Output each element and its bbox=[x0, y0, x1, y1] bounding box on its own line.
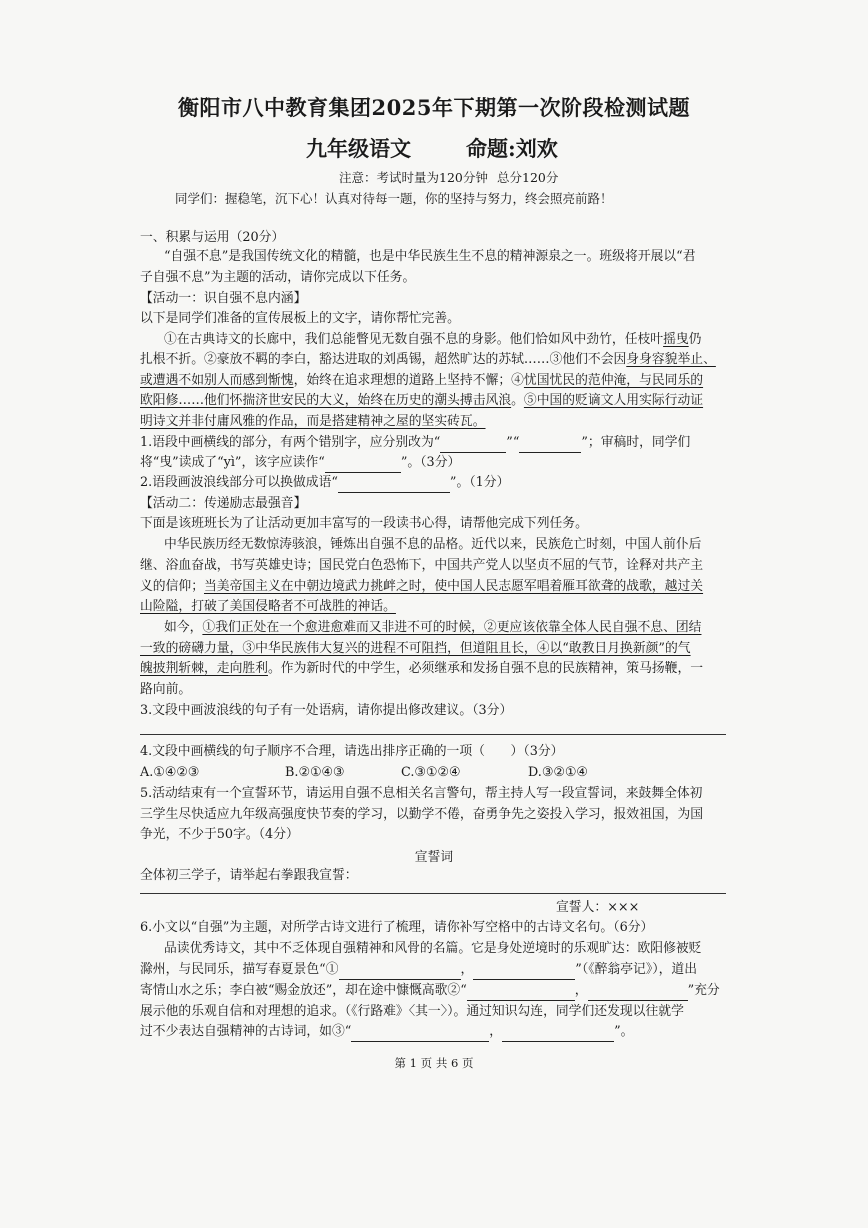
passage-line: 或遭遇不如别人而感到惭愧，始终在追求理想的道路上坚持不懈；④忧国忧民的范仲淹，与民同乐的 bbox=[140, 373, 704, 388]
option-c[interactable]: C.③①②④ bbox=[401, 765, 461, 780]
answer-blank[interactable] bbox=[440, 438, 506, 453]
passage-line: 明诗文并非付庸风雅的作品，而是搭建精神之屋的坚实砖瓦。 bbox=[140, 414, 486, 429]
answer-blank[interactable] bbox=[325, 458, 401, 473]
time-notice: 注意：考试时量为120分钟 bbox=[339, 170, 488, 185]
intro-line: 子自强不息”为主题的活动，请你完成以下任务。 bbox=[140, 270, 416, 285]
passage-line: 扎根不折。②豪放不羁的李白，豁达进取的刘禹锡，超然旷达的苏轼……③他们不会因身身容貌举止、 bbox=[140, 352, 716, 367]
oath-signature: 宣誓人：××× bbox=[556, 900, 640, 915]
answer-blank[interactable] bbox=[339, 965, 461, 980]
option-a[interactable]: A.①④②③ bbox=[140, 765, 200, 780]
subject-title: 九年级语文 bbox=[306, 136, 411, 161]
passage-line: 继、浴血奋战，书写英雄史诗；国民党白色恐怖下，中国共产党人以坚贞不屈的气节，诠释对共产主 bbox=[140, 558, 704, 573]
question-6: 6.小文以“自强”为主题，对所学古诗文进行了梳理，请你补写空格中的古诗文名句。（6分） bbox=[140, 920, 654, 935]
question-2: 2.语段画波浪线部分可以换做成语“ ”。（1分） bbox=[140, 473, 509, 493]
option-b[interactable]: B.②①④③ bbox=[285, 765, 345, 780]
passage-line: 寄情山水之乐；李白被“赐金放还”，却在途中慷慨高歌②“ ， ”充分 bbox=[140, 981, 720, 1001]
answer-blank[interactable] bbox=[473, 965, 575, 980]
passage-line: 滁州，与民同乐，描写春夏景色“① ， ”（《醉翁亭记》），道出 bbox=[140, 960, 697, 980]
activity-heading: 【活动一：识自强不息内涵】 bbox=[140, 291, 307, 306]
question-4: 4.文段中画横线的句子顺序不合理，请选出排序正确的一项（ ）（3分） bbox=[140, 744, 564, 759]
passage-line: 山险隘，打破了美国侵略者不可战胜的神话。 bbox=[140, 599, 396, 614]
question-1-cont: 将“曳”读成了“yì”，该字应读作“ ”。（3分） bbox=[140, 453, 460, 473]
passage-line: 如今，①我们正处在一个愈进愈难而又非进不可的时候，②更应该依靠全体人民自强不息、团结 bbox=[164, 620, 702, 635]
passage-line: 一致的磅礴力量，③中华民族伟大复兴的进程不可阻挡，但道阻且长，④以“敢教日月换新颜”的气 bbox=[140, 641, 691, 656]
passage-line: 魄披荆斩棘，走向胜利。作为新时代的中学生，必须继承和发扬自强不息的民族精神，策马扬鞭，一 bbox=[140, 661, 704, 676]
passage-line: 欧阳修……他们怀揣济世安民的大义，始终在历史的潮头搏击风浪。⑤中国的贬谪文人用实际行动证 bbox=[140, 393, 704, 408]
option-d[interactable]: D.③②①④ bbox=[528, 765, 588, 780]
question-5: 5.活动结束有一个宣誓环节，请运用自强不息相关名言警句，帮主持人写一段宣誓词，来鼓舞全体初 bbox=[140, 786, 703, 801]
oath-title: 宣誓词 bbox=[414, 850, 454, 865]
answer-blank[interactable] bbox=[588, 986, 688, 1001]
answer-line[interactable] bbox=[140, 893, 726, 894]
passage-line: 路向前。 bbox=[140, 682, 192, 697]
author-line: 命题:刘欢 bbox=[466, 136, 558, 161]
question-5-cont: 三学生尽快适应九年级高强度快节奏的学习，以勤学不倦，奋勇争先之姿投入学习，报效祖国，为国 bbox=[140, 807, 704, 822]
answer-blank[interactable] bbox=[519, 438, 581, 453]
activity-desc: 以下是同学们准备的宣传展板上的文字，请你帮忙完善。 bbox=[140, 311, 460, 326]
page-number: 第 1 页 共 6 页 bbox=[394, 1056, 474, 1070]
section-heading: 一、积累与运用（20分） bbox=[140, 230, 285, 245]
answer-line[interactable] bbox=[140, 734, 726, 735]
oath-start: 全体初三学子，请举起右拳跟我宣誓： bbox=[140, 868, 358, 883]
passage-line: 展示他的乐观自信和对理想的追求。（《行路难》〈其一〉）。通过知识勾连，同学们还发现以往就学 bbox=[140, 1004, 684, 1019]
intro-line: “自强不息”是我国传统文化的精髓，也是中华民族生生不息的精神源泉之一。班级将开展以“君 bbox=[164, 249, 696, 264]
exam-title: 衡阳市八中教育集团2025年下期第一次阶段检测试题 bbox=[178, 95, 690, 120]
passage-line: 中华民族历经无数惊涛骇浪，锤炼出自强不息的品格。近代以来，民族危亡时刻，中国人前仆后 bbox=[164, 537, 702, 552]
greeting: 同学们：握稳笔，沉下心！认真对待每一题，你的坚持与努力，终会照亮前路！ bbox=[175, 191, 613, 206]
passage-line: 义的信仰；当美帝国主义在中朝边境武力挑衅之时，使中国人民志愿军唱着雁耳欲聋的战歌，越过关 bbox=[140, 579, 704, 594]
question-1: 1.语段中画横线的部分，有两个错别字，应分别改为“ ”“ ”；审稿时，同学们 bbox=[140, 433, 690, 453]
score-notice: 总分120分 bbox=[497, 170, 559, 185]
question-3: 3.文段中画波浪线的句子有一处语病，请你提出修改建议。（3分） bbox=[140, 703, 513, 718]
activity-desc: 下面是该班班长为了让活动更加丰富写的一段读书心得，请帮他完成下列任务。 bbox=[140, 516, 588, 531]
answer-blank[interactable] bbox=[502, 1027, 614, 1042]
answer-blank[interactable] bbox=[351, 1027, 489, 1042]
passage-line: 过不少表达自强精神的古诗词，如③“ ， ”。 bbox=[140, 1022, 633, 1042]
passage-line: 品读优秀诗文，其中不乏体现自强精神和风骨的名篇。它是身处逆境时的乐观旷达：欧阳修被贬 bbox=[164, 941, 702, 956]
activity-heading: 【活动二：传递励志最强音】 bbox=[140, 496, 307, 511]
answer-blank[interactable] bbox=[338, 478, 450, 493]
question-5-cont: 争光，不少于50字。（4分） bbox=[140, 827, 299, 842]
answer-blank[interactable] bbox=[467, 986, 575, 1001]
passage-line: ①在古典诗文的长廊中，我们总能瞥见无数自强不息的身影。他们恰如风中劲竹，任枝叶摇曳仍 bbox=[164, 332, 702, 347]
